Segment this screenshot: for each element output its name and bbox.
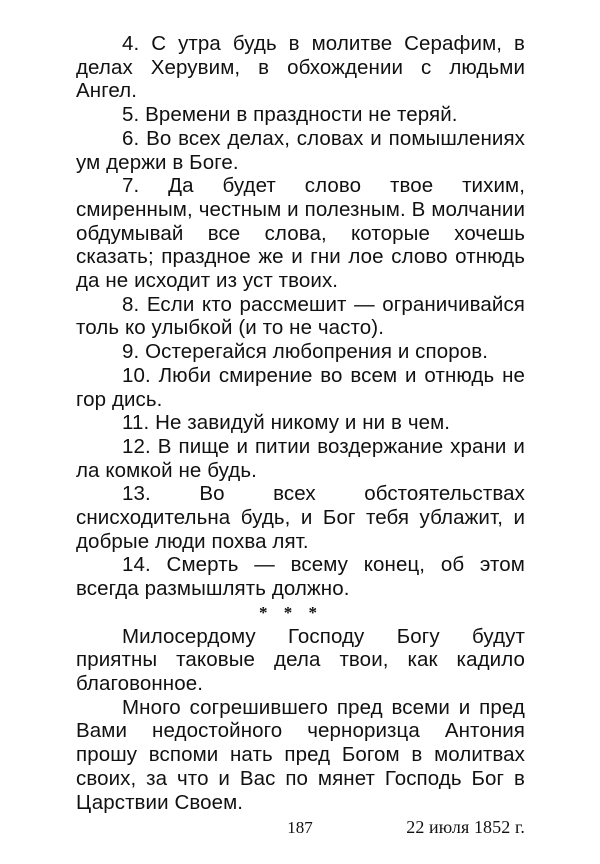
text-line: 12. В пище и питии воздержание храни и ла	[76, 434, 525, 482]
text-line: Милосердому Господу Богу будут приятны	[76, 624, 525, 672]
text-line: будь, и Бог тебя ублажит, и добрые люди похва	[76, 506, 525, 553]
rule-item	[76, 340, 525, 364]
rule-item	[76, 553, 525, 600]
page-text	[76, 32, 525, 840]
text-line: честным и полезным. В молчании обдумывай все	[76, 197, 525, 245]
text-line: Херувим, в обхождении с людьми Ангел.	[76, 55, 526, 103]
rule-item	[76, 127, 525, 174]
text-line: таковые дела твои, как кадило благовонное.	[76, 648, 525, 695]
text-line: 6. Во всех делах, словах и помышлениях ум	[76, 126, 525, 174]
rule-item	[76, 103, 525, 127]
letter-date: 22 июля 1852 г.	[406, 817, 525, 838]
text-line: мянет Господь Бог в Царствии Своем.	[76, 766, 525, 814]
rule-item	[76, 293, 525, 340]
text-line: 9. Остерегайся любопрения и споров.	[122, 340, 489, 364]
text-line: лое слово отнюдь да не исходит из уст твоих.	[76, 245, 525, 293]
page-number: 187	[287, 818, 313, 837]
text-line: 10. Люби смирение во всем и отнюдь не гор	[76, 363, 525, 411]
rule-item	[76, 435, 525, 482]
text-line: лят.	[272, 529, 309, 553]
text-line: размышлять должно.	[144, 577, 350, 601]
text-line: 7. Да будет слово твое тихим, смиренным,	[76, 174, 525, 221]
text-line: 11. Не завидуй никому и ни в чем.	[122, 411, 451, 435]
text-line: Много согрешившего пред всеми и пред Вами	[76, 695, 525, 743]
rule-item	[76, 364, 525, 411]
closing-paragraph	[76, 696, 525, 815]
rule-item	[76, 482, 525, 553]
text-line: недостойного черноризца Антония прошу вспоми	[76, 719, 525, 767]
text-line: 5. Времени в праздности не теряй.	[122, 103, 458, 127]
section-separator: * * *	[259, 602, 323, 622]
rule-item	[76, 174, 525, 293]
text-line: комкой не будь.	[105, 458, 257, 482]
text-line: держи в Боге.	[106, 150, 239, 174]
text-line: дись.	[111, 387, 163, 411]
text-line: нать пред Богом в молитвах своих, за что и Вас по	[76, 743, 526, 790]
closing-paragraph	[76, 625, 525, 696]
text-line: 13. Во всех обстоятельствах снисходительна	[76, 482, 525, 530]
rule-item	[76, 411, 525, 435]
text-line: 8. Если кто рассмешит — ограничивайся толь	[76, 292, 525, 340]
rule-item	[76, 32, 525, 103]
text-line: ко улыбкой (и то не часто).	[124, 316, 384, 340]
text-line: 4. С утра будь в молитве Серафим, в делах	[76, 32, 525, 79]
text-line: 14. Смерть — всему конец, об этом всегда	[76, 553, 525, 601]
text-line: слова, которые хочешь сказать; праздное же и гни	[76, 221, 525, 269]
